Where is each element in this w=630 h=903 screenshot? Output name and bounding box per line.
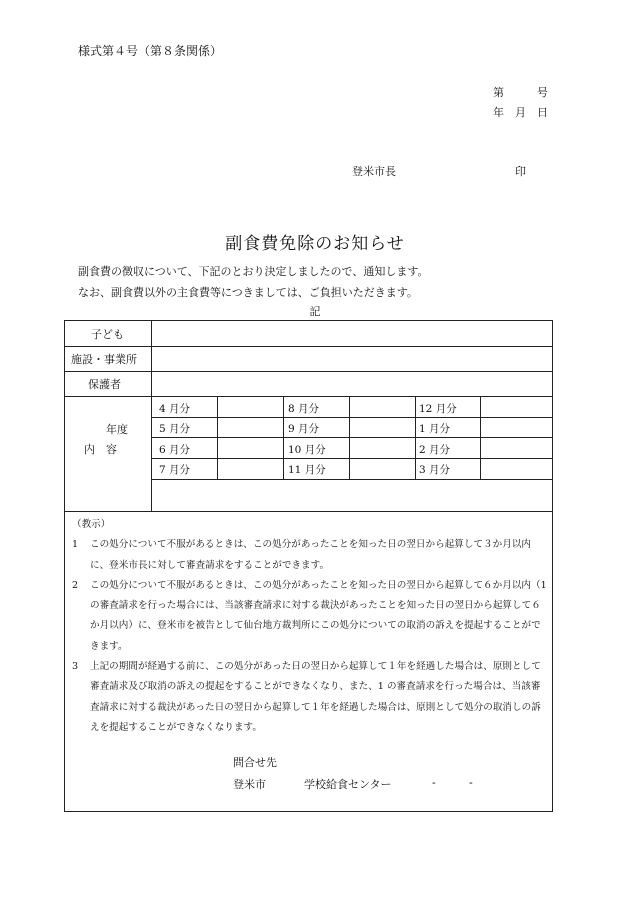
row-divider: [65, 511, 552, 512]
instruction-item: [72, 535, 550, 576]
label-column-divider: [151, 321, 152, 511]
phone-separator: -: [432, 776, 436, 789]
phone-separator: -: [469, 776, 473, 789]
month-cell: 2 月分: [419, 444, 451, 456]
row-divider: [65, 396, 552, 397]
instructions-heading: （教示）: [72, 519, 111, 530]
month-cell: 8 月分: [288, 403, 320, 415]
contact-city: 登米市: [233, 778, 266, 791]
month-cell: 9 月分: [288, 423, 320, 435]
instructions-section: [72, 515, 550, 738]
month-row-divider: [151, 437, 552, 438]
month-column-divider: [283, 396, 284, 479]
month-row-divider: [151, 458, 552, 459]
instruction-number: 2: [72, 579, 79, 591]
month-cell: 3 月分: [419, 464, 451, 476]
seal-mark: 印: [515, 165, 526, 178]
month-row-divider: [151, 417, 552, 418]
document-date-line: 年 月 日: [493, 106, 548, 119]
document-number-line: 第 号: [493, 86, 548, 99]
month-column-divider: [349, 396, 350, 479]
month-column-divider: [480, 396, 481, 479]
intro-line-2: なお、副食費以外の主食費等につきましては、ご負担いただきます。: [78, 286, 418, 299]
instruction-number: 1: [72, 539, 79, 551]
instruction-item: [72, 576, 550, 657]
guardian-label: 保護者: [88, 378, 121, 391]
instruction-text: この処分について不服があるときは、この処分があったことを知った日の翌日から起算して６か月以内（1 の審査請求を行った場合には、当該審査請求に対する裁決があったことを知った日の翌日から起算して６か月以内）に、登米市を被告として仙台地方裁判所にこの処分についての取消の訴えを提起することができます。: [90, 579, 547, 652]
form-label: 様式第４号（第８条関係）: [78, 44, 223, 58]
child-label: 子ども: [91, 328, 124, 341]
fiscal-year-label: 年度: [106, 423, 128, 436]
instruction-text: この処分について不服があるときは、この処分があったことを知った日の翌日から起算して３か月以内に、登米市長に対して審査請求をすることができます。: [90, 539, 532, 571]
month-row-divider: [151, 479, 552, 480]
ki-heading: 記: [309, 305, 321, 318]
month-cell: 4 月分: [159, 403, 191, 415]
contact-center: 学校給食センター: [304, 778, 392, 791]
instruction-text: 上記の期間が経過する前に、この処分があった日の翌日から起算して１年を経過した場合は、原則として審査請求及び取消の訴えの提起をすることができなくなり、また、1 の審査請求を行った場合は、当該審査請求に対する裁決があった日の翌日から起算して１年を経過した場合は、原則として処分の取消しの訴えを提起することができなくなります。: [90, 661, 541, 733]
month-cell: 6 月分: [159, 444, 191, 456]
row-divider: [65, 371, 552, 372]
month-cell: 12 月分: [419, 403, 457, 415]
instruction-item: [72, 657, 550, 738]
month-cell: 10 月分: [288, 444, 326, 456]
month-cell: 11 月分: [288, 464, 326, 476]
contact-label: 問合せ先: [233, 756, 277, 769]
page-title: 副食費免除のお知らせ: [225, 234, 405, 254]
month-cell: 1 月分: [419, 423, 451, 435]
instruction-number: 3: [72, 661, 79, 673]
month-column-divider: [415, 396, 416, 479]
content-label: 内 容: [84, 443, 117, 456]
month-column-divider: [217, 396, 218, 479]
issuer-mayor: 登米市長: [352, 165, 396, 178]
facility-label: 施設・事業所: [71, 353, 137, 366]
row-divider: [65, 346, 552, 347]
month-cell: 7 月分: [159, 464, 191, 476]
month-cell: 5 月分: [159, 423, 191, 435]
intro-line-1: 副食費の徴収について、下記のとおり決定しましたので、通知します。: [78, 265, 429, 278]
